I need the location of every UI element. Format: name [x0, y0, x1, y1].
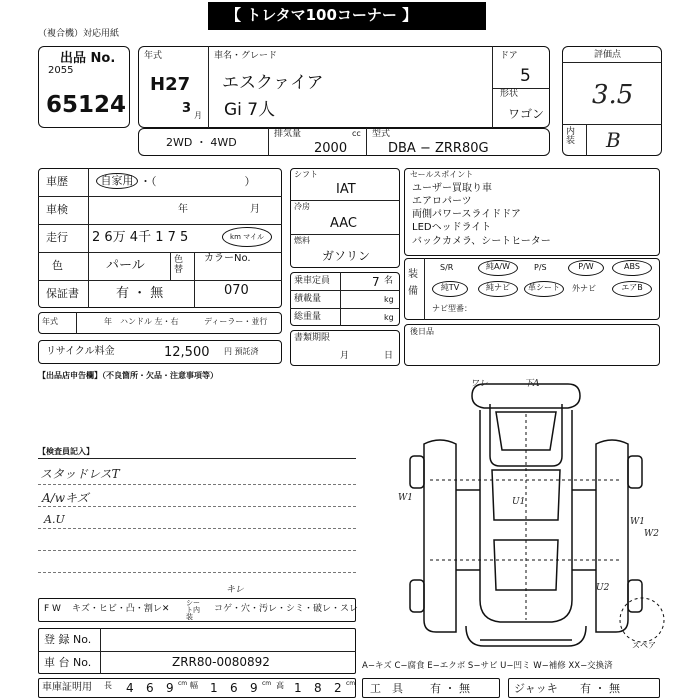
cert-num-7: 1 [294, 681, 302, 695]
recycle-label: リサイクル料金 [46, 346, 115, 357]
year-era: H27 [150, 74, 191, 95]
reg-label: 登 録 No. [44, 633, 92, 646]
total-label: 総重量 [294, 312, 322, 322]
after-box [404, 324, 660, 366]
shaken-month: 月 [250, 204, 260, 215]
grade-name: Gi 7人 [224, 100, 276, 120]
load-unit: kg [384, 295, 394, 304]
equip-tv: 純TV [432, 281, 468, 297]
score-value: 3.5 [592, 80, 634, 110]
cc-label: 排気量 [274, 129, 302, 139]
notes-label: 【出品店申告欄】（不良箇所・欠品・注意事項等） [38, 371, 218, 380]
doc-day: 日 [384, 351, 394, 361]
tools-label: 工 具 [370, 682, 403, 695]
cert-num-9: 2 [334, 681, 342, 695]
equipment-label: 装備 [408, 269, 418, 297]
cert-unit-cm3: cm [346, 680, 356, 687]
cert-num-2: 6 [146, 681, 154, 695]
cert-unit-len: 長 [104, 681, 112, 690]
history-value: 自家用 [96, 173, 138, 189]
cert-num-6: 9 [250, 681, 258, 695]
shaken-year: 年 [178, 204, 188, 215]
colorno-value: 070 [224, 283, 249, 298]
diag-mark-1: ワレ [470, 379, 489, 389]
seats-unit: 名 [384, 276, 394, 286]
diag-mark-7: U2 [596, 583, 610, 593]
equip-abs: ABS [612, 260, 652, 276]
equip-seat: 革シート [524, 281, 564, 297]
inspector-label: 【検査員記入】 [38, 447, 94, 456]
color-value: パール [106, 258, 145, 273]
cert-num-4: 1 [210, 681, 218, 695]
chassis-value: ZRR80-0080892 [172, 655, 270, 669]
jack-value: 有 ・ 無 [580, 682, 620, 695]
cert-num-3: 9 [166, 681, 174, 695]
lot-label: 出品 No. [60, 51, 116, 66]
fuel-value: ガソリン [322, 249, 371, 263]
diag-mark-2: 下A [524, 379, 540, 389]
title-banner-text: 【 トレタマ100コーナー 】 [226, 6, 418, 24]
interior-value: B [606, 128, 621, 152]
spare-label: スペア [632, 641, 656, 650]
note-line-1: スタッドレスT [40, 467, 120, 481]
note-line-2: A/wキズ [42, 491, 89, 505]
history-label: 車歴 [46, 175, 68, 188]
diag-mark-4: U1 [512, 497, 526, 507]
ny-small: 年 [104, 317, 112, 326]
score-label: 評価点 [594, 50, 622, 60]
lot-number: 65124 [46, 92, 127, 118]
color-label: 色 [52, 259, 63, 272]
damage-legend: A−キズ C−腐食 E−エクボ S−サビ U−凹ミ W−補修 XX−交換済 [362, 661, 613, 671]
cert-num-5: 6 [230, 681, 238, 695]
equip-ps: P/S [534, 263, 547, 272]
history-value2: ・（ ） [140, 175, 256, 188]
shift-label: シフト [294, 170, 318, 179]
cert-unit-hgt: 高 [276, 681, 284, 690]
sales-item-2: エアロパーツ [412, 196, 472, 207]
equip-pw: P/W [568, 260, 604, 276]
equip-ext-navi: 外ナビ [572, 284, 596, 293]
chassis-label: 車 台 No. [44, 656, 92, 669]
cert-num-1: 4 [126, 681, 134, 695]
handle-text: ハンドル 左・右 [120, 317, 179, 326]
diag-mark-3: W1 [398, 493, 413, 503]
ny-label: 年式 [42, 317, 58, 326]
note-line-3: A.U [44, 513, 65, 526]
equip-airbag: エアB [612, 281, 652, 297]
cert-label: 車庫証明用 [42, 682, 92, 693]
sales-item-1: ユーザー買取り車 [412, 183, 492, 194]
year-month-unit: 月 [194, 111, 202, 120]
diag-mark-6: W2 [644, 529, 659, 539]
year-month: 3 [182, 101, 192, 116]
warranty-label: 保証書 [46, 287, 79, 300]
sales-item-4: LEDヘッドライト [412, 222, 492, 233]
cc-value: 2000 [314, 141, 348, 156]
recycle-value: 12,500 [164, 345, 210, 360]
dealer-text: ディーラー・並行 [204, 317, 268, 326]
fw-items2: コゲ・穴・汚レ・シミ・破レ・スレ [214, 604, 359, 614]
fuel-label: 燃料 [294, 236, 310, 245]
mileage-value: 2 6万 4千 1 7 5 [92, 230, 189, 245]
equip-sr: S/R [440, 263, 454, 272]
drive-options: 2WD ・ 4WD [166, 136, 237, 149]
lot-small: 2055 [48, 65, 74, 76]
shape-label: 形状 [500, 89, 519, 99]
cert-unit-cm2: cm [262, 680, 272, 687]
recycle-unit: 円 預託済 [224, 347, 259, 356]
doc-label: 書類期限 [294, 333, 331, 343]
cert-unit-cm1: cm [178, 680, 188, 687]
fw-items: キズ・ヒビ・凸・割レ✕ [72, 604, 170, 614]
year-label: 年式 [144, 51, 163, 61]
doc-month: 月 [340, 351, 350, 361]
after-label: 後日品 [410, 327, 434, 336]
cc-unit: cc [352, 129, 361, 138]
seats-label: 乗車定員 [294, 276, 331, 286]
shaken-label: 車検 [46, 203, 68, 216]
mileage-unit: km マイル [222, 227, 272, 247]
warranty-value: 有 ・ 無 [116, 286, 164, 301]
sales-item-5: バックカメラ、シートヒーター [412, 236, 551, 247]
colorno-label: カラーNo. [204, 253, 251, 264]
ac-value: AAC [330, 216, 357, 231]
total-unit: kg [384, 313, 394, 322]
cert-unit-wid: 幅 [190, 681, 198, 690]
type-value: DBA − ZRR80G [388, 141, 489, 156]
color-change: 色替 [174, 255, 184, 275]
form-subtitle: （複合機）対応用紙 [38, 29, 120, 39]
interior-label: 内装 [566, 127, 576, 146]
mileage-label: 走行 [46, 231, 68, 244]
type-label: 型式 [372, 129, 391, 139]
diag-mark-5: W1 [630, 517, 645, 527]
jack-label: ジャッキ [514, 682, 558, 695]
model-name: エスクァイア [222, 73, 324, 93]
equip-navi: 純ナビ [478, 281, 518, 297]
doors-label: ドア [500, 51, 518, 61]
name-label: 車名・グレード [214, 51, 278, 61]
fw-hand: キレ [226, 585, 244, 595]
sales-label: セールスポイント [410, 170, 474, 179]
seats-value: 7 [372, 275, 380, 289]
shape-value: ワゴン [508, 107, 545, 121]
fw-label: F W [44, 604, 61, 614]
ac-label: 冷房 [294, 202, 310, 211]
navi-label: ナビ型番： [432, 304, 472, 313]
shift-value: IAT [336, 182, 356, 197]
fw-interior: シート内装 [186, 599, 200, 621]
sales-item-3: 両側パワースライドドア [412, 209, 521, 220]
equip-aw: 純A/W [478, 260, 518, 276]
car-body-diagram [380, 370, 670, 670]
cert-num-8: 8 [314, 681, 322, 695]
doors-value: 5 [520, 66, 531, 86]
tools-value: 有 ・ 無 [430, 682, 470, 695]
load-label: 積載量 [294, 294, 322, 304]
